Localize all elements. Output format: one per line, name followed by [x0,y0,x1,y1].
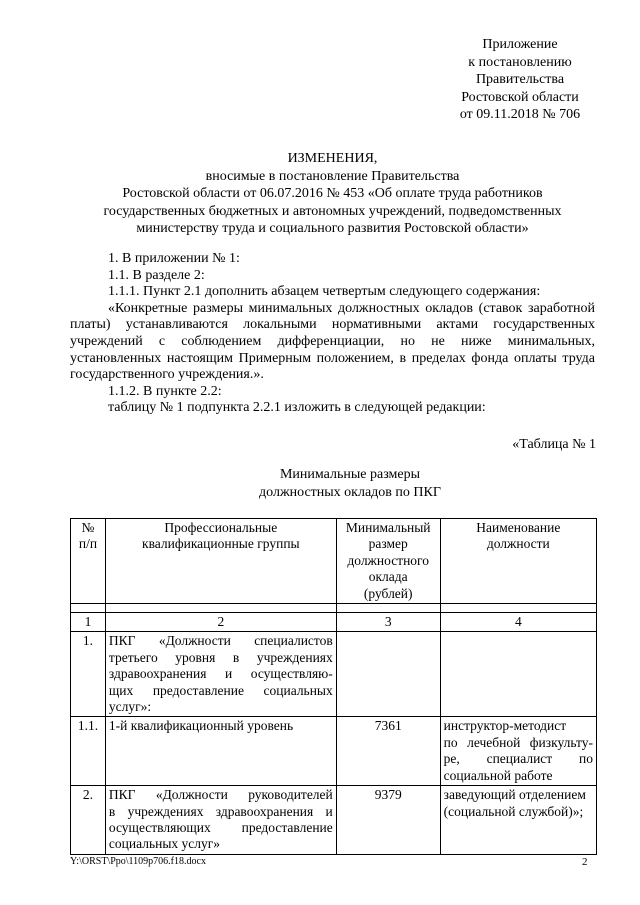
position-line: заведующий отделением [443,787,586,803]
column-number: 1 [71,613,106,632]
appendix-line: от 09.11.2018 № 706 [459,107,581,123]
group-line: ПКГ «Должности руководителей [108,787,333,803]
group-line: третьего уровня в учреждениях [108,649,333,665]
column-number: 4 [440,613,596,632]
row-salary: 7361 [336,717,440,786]
position-line: (социальной службой)»; [443,803,584,819]
group-line: услуг»: [108,699,152,715]
row-salary: 9379 [336,786,440,855]
paragraph: таблицу № 1 подпункта 2.2.1 изложить в следующей редакции: [108,400,486,416]
paragraph: 1.1. В разделе 2: [108,267,205,283]
quote-text: «Конкретные размеры минимальных должностных окладов (ставок заработной платы) устанавливаются локальными нормативными актами государственных учреждений с соблюдением дифференциации, но не ниже минимальных, установленных настоящим Примерным положением, в пределах фонда оплаты труда государственного учреждения.». [70,300,595,383]
header-text: п/п [78,536,98,552]
table-row [71,717,597,786]
group-line: осуществляющих предоставление [108,819,333,835]
header-cell-position [440,519,596,604]
heading-line: министерству труда и социального развития Ростовской области» [136,221,529,237]
header-text: должности [486,536,550,552]
group-line: социальных услуг» [108,836,221,852]
group-line: в учреждениях здравоохранения и [108,803,333,819]
column-number: 3 [336,613,440,632]
table-row [71,632,597,717]
appendix-line: Приложение [482,37,558,52]
group-line: ПКГ «Должности специалистов [108,633,333,649]
table-label: «Таблица № 1 [512,437,596,452]
paragraph-quote [70,301,595,384]
header-text: Минимальный [345,520,431,535]
row-number: 2. [71,786,106,855]
caption-line: Минимальные размеры [279,467,421,482]
header-text: квалификационные группы [142,536,300,552]
row-number: 1. [71,632,106,717]
row-position [440,632,596,717]
position-line: ре, специалист по [443,751,593,767]
table-header-row [71,519,597,604]
column-number: 2 [105,613,336,632]
header-text: должностного [347,552,430,568]
position-line: социальной работе [443,767,553,783]
header-text: № [81,520,95,535]
footer-file-path: Y:\ORST\Ppo\1109p706.f18.docx [70,856,206,867]
header-text: (рублей) [363,585,413,601]
footer-page-number: 2 [582,856,588,868]
position-line: инструктор-методист [443,718,567,734]
document-body [70,251,595,417]
heading-title: ИЗМЕНЕНИЯ, [287,151,378,166]
row-position [440,786,596,855]
table-caption [150,466,550,501]
header-text: оклада [368,569,408,585]
group-line: щих предоставление социальных [108,682,333,698]
column-number-row [71,613,597,632]
header-cell-group [105,519,336,604]
position-line: по лечебной физкульту- [443,734,593,750]
row-position [440,717,596,786]
heading-line: вносимые в постановление Правительства [205,168,460,184]
appendix-line: Правительства [475,72,565,88]
appendix-line: к постановлению [468,54,572,70]
paragraph: 1.1.1. Пункт 2.1 дополнить абзацем четвертым следующего содержания: [108,284,541,300]
paragraph: 1.1.2. В пункте 2.2: [108,383,222,399]
row-group [105,717,336,786]
row-group [105,632,336,717]
heading-line: государственных бюджетных и автономных учреждений, подведомственных [103,203,562,219]
paragraph: 1. В приложении № 1: [108,251,240,266]
row-group [105,786,336,855]
header-cell-number [71,519,106,604]
group-line: здравоохранения и осуществляю- [108,666,333,682]
row-salary [336,632,440,717]
table-spacer-row [71,604,597,613]
appendix-block [420,36,620,124]
header-text: размер [368,536,408,552]
table-row [71,786,597,855]
group-line: 1-й квалификационный уровень [108,718,294,734]
appendix-line: Ростовской области [461,89,579,105]
header-text: Профессиональные [164,520,278,535]
caption-line: должностных окладов по ПКГ [259,484,441,500]
heading-line: Ростовской области от 06.07.2016 № 453 «Об оплате труда работников [122,186,543,202]
header-text: Наименование [476,520,561,535]
header-cell-salary [336,519,440,604]
document-heading [60,150,605,238]
salary-table [70,518,597,855]
row-number: 1.1. [71,717,106,786]
